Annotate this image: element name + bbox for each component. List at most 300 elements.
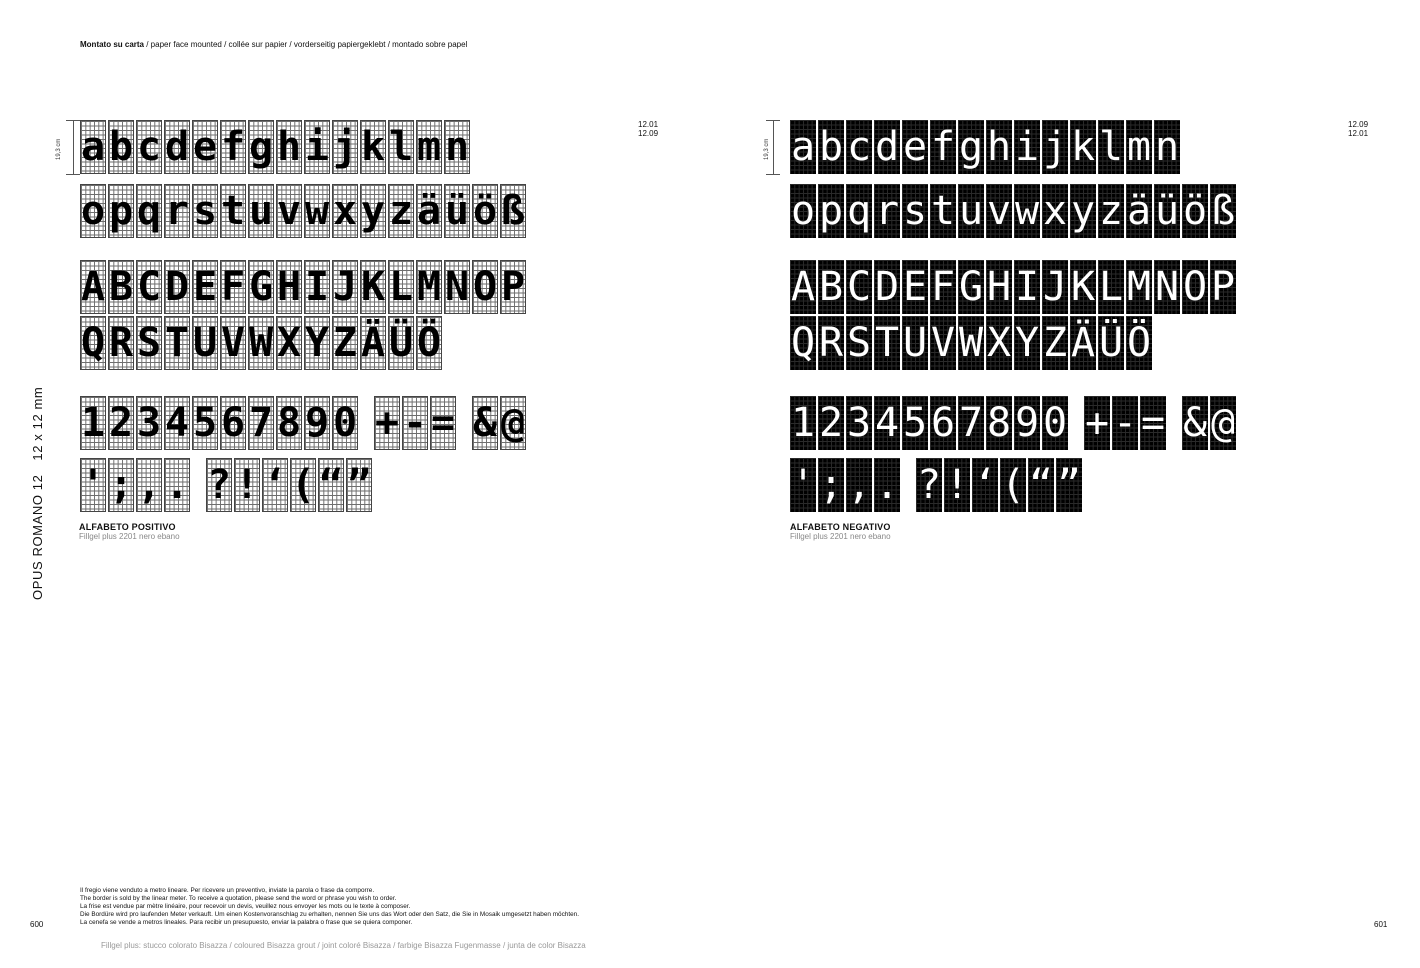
mosaic-tile [846,184,872,238]
left-caption-title: ALFABETO POSITIVO [79,522,176,532]
mosaic-tile [472,396,498,450]
tile-glyph: P [1210,264,1236,310]
tile-glyph: C [846,264,872,310]
tile-glyph: X [986,320,1012,366]
tile-glyph: r [874,188,900,234]
mosaic-tile [444,120,470,174]
left-codes [638,120,658,138]
mosaic-tile [818,184,844,238]
mosaic-tile [360,260,386,314]
tile-glyph: 1 [790,400,816,446]
mosaic-tile [1210,396,1236,450]
tile-glyph: H [986,264,1012,310]
mosaic-tile [304,396,330,450]
mosaic-tile [248,260,274,314]
tile-glyph: S [846,320,872,366]
mosaic-tile [416,260,442,314]
mosaic-tile [80,396,106,450]
tile-glyph: @ [500,400,526,446]
mosaic-tile [986,316,1012,370]
side-title-size: 12 x 12 mm [30,386,45,461]
mosaic-tile [1098,316,1124,370]
tile-glyph: F [930,264,956,310]
mosaic-tile [902,316,928,370]
mosaic-tile [1070,120,1096,174]
tile-glyph: ' [790,462,816,508]
tile-glyph: A [80,264,106,310]
tile-glyph: N [1154,264,1180,310]
mosaic-tile [1154,184,1180,238]
tile-glyph: e [902,124,928,170]
mosaic-tile [164,458,190,512]
mosaic-tile [80,120,106,174]
mosaic-tile [1000,458,1026,512]
mosaic-tile [930,260,956,314]
tile-glyph: W [958,320,984,366]
tile-glyph: g [958,124,984,170]
tile-glyph: - [1112,400,1138,446]
tile-glyph: ‘ [262,462,288,508]
mosaic-tile [206,458,232,512]
tile-glyph: o [80,188,106,234]
dimension-line-left [73,120,74,174]
tile-glyph: U [192,320,218,366]
mosaic-tile [332,316,358,370]
left-caption [79,522,180,541]
tile-glyph: 0 [1042,400,1068,446]
tile-glyph: D [874,264,900,310]
tile-glyph: C [136,264,162,310]
tile-glyph: ü [444,188,470,234]
tile-glyph: H [276,264,302,310]
mosaic-tile [958,184,984,238]
mosaic-tile [108,120,134,174]
tile-glyph: u [248,188,274,234]
mosaic-tile [1126,260,1152,314]
mosaic-tile [248,316,274,370]
mosaic-tile [388,120,414,174]
mosaic-tile [430,396,456,450]
mosaic-tile [874,120,900,174]
left-code-1: 12.01 [638,120,659,129]
mosaic-tile [790,120,816,174]
tile-glyph: o [790,188,816,234]
tile-glyph: Z [1042,320,1068,366]
tile-glyph: t [930,188,956,234]
tile-glyph: A [790,264,816,310]
mosaic-tile [930,184,956,238]
tile-glyph: & [472,400,498,446]
tile-glyph: V [930,320,956,366]
mosaic-tile [276,260,302,314]
mosaic-tile [874,260,900,314]
tile-glyph: ; [108,462,134,508]
tile-glyph: b [818,124,844,170]
mosaic-tile [304,120,330,174]
mosaic-tile [986,120,1012,174]
mosaic-tile [1042,260,1068,314]
right-panel-row-4 [790,316,1152,370]
mosaic-tile [1014,260,1040,314]
mosaic-tile [1098,184,1124,238]
left-panel-row-3 [80,260,526,314]
tile-glyph: , [136,462,162,508]
tile-glyph: 1 [80,400,106,446]
tile-glyph: . [164,462,190,508]
mosaic-tile [1014,120,1040,174]
mosaic-tile [80,184,106,238]
mosaic-tile [276,396,302,450]
left-panel-row-4 [80,316,442,370]
tile-glyph: 5 [902,400,928,446]
tile-glyph: k [360,124,386,170]
tile-glyph: r [164,188,190,234]
mosaic-tile [818,316,844,370]
mosaic-tile [332,184,358,238]
tile-glyph: G [958,264,984,310]
tile-glyph: Z [332,320,358,366]
mosaic-tile [1084,396,1110,450]
mosaic-tile [1210,184,1236,238]
mosaic-tile [1070,184,1096,238]
mosaic-tile [1154,120,1180,174]
mosaic-tile [108,396,134,450]
mosaic-tile [136,316,162,370]
mosaic-tile [958,316,984,370]
tile-glyph: l [388,124,414,170]
mosaic-tile [958,120,984,174]
tile-glyph: “ [318,462,344,508]
tile-glyph: x [1042,188,1068,234]
footer-grout-note: Fillgel plus: stucco colorato Bisazza / coloured Bisazza grout / joint coloré Bisazza / farbige Bisazza Fugenmasse / junta de color Bisazza [101,941,586,950]
tile-glyph: s [902,188,928,234]
mosaic-tile [500,260,526,314]
tile-glyph: 4 [164,400,190,446]
tile-glyph: f [220,124,246,170]
tile-glyph: + [374,400,400,446]
mosaic-tile [220,260,246,314]
mosaic-tile [846,396,872,450]
dimension-label-right: 19,3 cm [764,138,770,160]
tile-glyph: 2 [818,400,844,446]
mosaic-tile [1028,458,1054,512]
mosaic-tile [790,184,816,238]
side-title-name: OPUS ROMANO 12 [30,474,45,600]
mosaic-tile [1182,184,1208,238]
right-caption [790,522,891,541]
mosaic-tile [248,184,274,238]
tile-glyph: L [388,264,414,310]
tile-glyph: t [220,188,246,234]
tile-glyph: w [1014,188,1040,234]
mosaic-tile [416,316,442,370]
mosaic-tile [304,260,330,314]
tile-glyph: 7 [248,400,274,446]
mosaic-tile [164,184,190,238]
mosaic-tile [220,120,246,174]
tile-glyph: O [1182,264,1208,310]
mosaic-tile [1182,260,1208,314]
mosaic-tile [80,260,106,314]
mosaic-tile [1014,316,1040,370]
mosaic-tile [986,260,1012,314]
tile-glyph: ( [290,462,316,508]
tile-glyph: E [192,264,218,310]
mosaic-tile [1182,396,1208,450]
tile-glyph: h [986,124,1012,170]
tile-glyph: B [818,264,844,310]
tile-glyph: Ö [1126,320,1152,366]
right-codes [1348,120,1368,138]
tile-glyph: p [108,188,134,234]
left-caption-sub: Fillgel plus 2201 nero ebano [79,532,180,541]
tile-glyph: & [1182,400,1208,446]
tile-glyph: n [444,124,470,170]
tile-glyph: T [874,320,900,366]
right-code-1: 12.09 [1348,120,1369,129]
tile-glyph: d [874,124,900,170]
mosaic-tile [1070,260,1096,314]
tile-glyph: 9 [304,400,330,446]
mosaic-tile [136,458,162,512]
tile-glyph: x [332,188,358,234]
mosaic-tile [108,260,134,314]
tile-glyph: Ä [1070,320,1096,366]
mosaic-tile [790,396,816,450]
header-bold: Montato su carta [80,40,145,49]
tile-glyph: Ü [1098,320,1124,366]
mosaic-tile [248,396,274,450]
tile-glyph: 6 [220,400,246,446]
tile-glyph: c [846,124,872,170]
mosaic-tile [902,260,928,314]
tile-glyph: g [248,124,274,170]
tile-glyph: = [430,400,456,446]
mosaic-tile [472,184,498,238]
mosaic-tile [164,260,190,314]
tile-glyph: w [304,188,330,234]
tile-glyph: D [164,264,190,310]
mosaic-tile [1042,120,1068,174]
mosaic-tile [388,316,414,370]
mosaic-tile [416,184,442,238]
tile-glyph: ä [416,188,442,234]
left-panel-row-6 [80,458,372,512]
mosaic-tile [930,396,956,450]
footer-line-fr: La frise est vendue par mètre linéaire, pour recevoir un devis, veuillez nous envoyer les mots ou le texte à composer. [80,903,411,910]
right-panel-row-5 [790,396,1236,450]
mosaic-tile [192,184,218,238]
mosaic-tile [986,184,1012,238]
tile-glyph: ( [1000,462,1026,508]
tile-glyph: 0 [332,400,358,446]
tile-glyph: m [416,124,442,170]
mosaic-tile [80,458,106,512]
right-panel-row-6 [790,458,1082,512]
mosaic-tile [472,260,498,314]
tile-glyph: y [1070,188,1096,234]
mosaic-tile [136,396,162,450]
tile-glyph: U [902,320,928,366]
tile-glyph: b [108,124,134,170]
tile-glyph: K [360,264,386,310]
tile-glyph: q [136,188,162,234]
tile-glyph: ä [1126,188,1152,234]
tile-glyph: B [108,264,134,310]
mosaic-tile [1042,316,1068,370]
mosaic-tile [930,120,956,174]
tile-glyph: ” [1056,462,1082,508]
mosaic-tile [136,260,162,314]
tile-glyph: Y [304,320,330,366]
mosaic-tile [972,458,998,512]
tile-glyph: y [360,188,386,234]
tile-glyph: F [220,264,246,310]
left-panel-row-2 [80,184,526,238]
tile-glyph: J [1042,264,1068,310]
tile-glyph: 8 [276,400,302,446]
tile-glyph: ? [916,462,942,508]
mosaic-tile [790,260,816,314]
tile-glyph: ! [234,462,260,508]
tile-glyph: ' [80,462,106,508]
mosaic-tile [192,120,218,174]
tile-glyph: z [1098,188,1124,234]
left-panel-row-5 [80,396,526,450]
mosaic-tile [1112,396,1138,450]
mosaic-tile [1126,120,1152,174]
mosaic-tile [874,184,900,238]
mosaic-tile [108,316,134,370]
tile-glyph: I [1014,264,1040,310]
tile-glyph: T [164,320,190,366]
mosaic-tile [262,458,288,512]
mosaic-tile [192,396,218,450]
mosaic-tile [930,316,956,370]
tile-glyph: = [1140,400,1166,446]
tile-glyph: Ö [416,320,442,366]
mosaic-tile [360,316,386,370]
mosaic-tile [360,184,386,238]
mosaic-tile [846,316,872,370]
mosaic-tile [360,120,386,174]
tile-glyph: Q [80,320,106,366]
mosaic-tile [902,396,928,450]
mosaic-tile [958,396,984,450]
mosaic-tile [1126,316,1152,370]
tile-glyph: l [1098,124,1124,170]
mosaic-tile [220,184,246,238]
tile-glyph: 4 [874,400,900,446]
mosaic-tile [1014,396,1040,450]
tile-glyph: + [1084,400,1110,446]
mosaic-tile [1014,184,1040,238]
mosaic-tile [192,260,218,314]
mosaic-tile [874,458,900,512]
mosaic-tile [234,458,260,512]
mosaic-tile [388,260,414,314]
mosaic-tile [388,184,414,238]
mosaic-tile [346,458,372,512]
tile-glyph: n [1154,124,1180,170]
tile-glyph: ! [944,462,970,508]
mosaic-tile [332,396,358,450]
left-panel-row-1 [80,120,470,174]
tile-glyph: ö [1182,188,1208,234]
footer-line-de: Die Bordüre wird pro laufenden Meter verkauft. Um einen Kostenvoranschlag zu erhalten, nennen Sie uns das Wort oder den Satz, die Sie in Mosaik umgesetzt haben möchten. [80,911,579,918]
tile-glyph: k [1070,124,1096,170]
tile-glyph: 5 [192,400,218,446]
tile-glyph: ö [472,188,498,234]
mosaic-tile [846,260,872,314]
mosaic-tile [916,458,942,512]
mosaic-tile [276,184,302,238]
tile-glyph: ß [500,188,526,234]
mosaic-tile [318,458,344,512]
mosaic-tile [136,184,162,238]
tile-glyph: R [108,320,134,366]
mosaic-tile [108,458,134,512]
tile-glyph: O [472,264,498,310]
mosaic-tile [874,396,900,450]
tile-glyph: s [192,188,218,234]
tile-glyph: M [1126,264,1152,310]
page-number-right: 601 [1374,920,1388,929]
tile-glyph: W [248,320,274,366]
mosaic-tile [902,120,928,174]
footer-note [80,887,579,927]
tile-glyph: M [416,264,442,310]
tile-glyph: e [192,124,218,170]
mosaic-tile [818,120,844,174]
mosaic-tile [818,260,844,314]
mosaic-tile [276,120,302,174]
tile-glyph: . [874,462,900,508]
mosaic-tile [1042,396,1068,450]
tile-glyph: ‘ [972,462,998,508]
dimension-line-right [773,120,774,174]
tile-glyph: i [304,124,330,170]
mosaic-tile [846,120,872,174]
mosaic-tile [1140,396,1166,450]
tile-glyph: m [1126,124,1152,170]
dimension-tick-bottom-right [766,174,780,175]
mosaic-tile [220,316,246,370]
tile-glyph: , [846,462,872,508]
right-code-2: 12.01 [1348,129,1369,138]
tile-glyph: ; [818,462,844,508]
mosaic-tile [818,458,844,512]
mosaic-tile [818,396,844,450]
tile-glyph: j [332,124,358,170]
tile-glyph: S [136,320,162,366]
mosaic-tile [1098,260,1124,314]
footer-line-es: La cenefa se vende a metros lineales. Para recibir un presupuesto, enviar la palabra o frase que se quiera componer. [80,919,413,926]
mosaic-tile [1154,260,1180,314]
mosaic-tile [220,396,246,450]
tile-glyph: 3 [846,400,872,446]
mosaic-tile [1210,260,1236,314]
mosaic-tile [1070,316,1096,370]
tile-glyph: R [818,320,844,366]
right-caption-sub: Fillgel plus 2201 nero ebano [790,532,891,541]
page-number-left: 600 [30,920,44,929]
tile-glyph: v [986,188,1012,234]
tile-glyph: - [402,400,428,446]
right-panel-row-3 [790,260,1236,314]
tile-glyph: V [220,320,246,366]
tile-glyph: z [388,188,414,234]
